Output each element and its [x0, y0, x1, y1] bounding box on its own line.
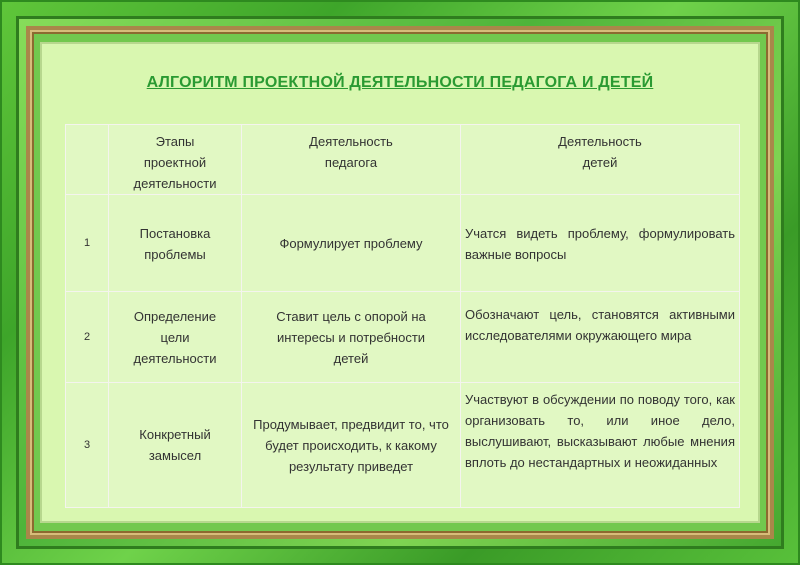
row-number: 2	[66, 292, 109, 383]
row-stage: Определение цели деятельности	[109, 292, 242, 383]
header-teacher: Деятельность педагога	[242, 125, 461, 195]
row-children: Участвуют в обсуждении по поводу того, как организовать то, или иное дело, выслушивают, высказывают любые мнения вплоть до нестандартных и неожиданных	[461, 383, 740, 508]
header-number	[66, 125, 109, 195]
row-number: 1	[66, 195, 109, 292]
row-stage: Конкретный замысел	[109, 383, 242, 508]
table-row	[66, 292, 740, 383]
table-header-row	[66, 125, 740, 195]
row-teacher: Формулирует проблему	[242, 195, 461, 292]
row-teacher: Продумывает, предвидит то, что будет происходить, к какому результату приведет	[242, 383, 461, 508]
slide-content	[40, 42, 760, 523]
row-teacher: Ставит цель с опорой на интересы и потребности детей	[242, 292, 461, 383]
header-stages: Этапы проектной деятельности	[109, 125, 242, 195]
table-row	[66, 383, 740, 508]
slide-title: АЛГОРИТМ ПРОЕКТНОЙ ДЕЯТЕЛЬНОСТИ ПЕДАГОГА И ДЕТЕЙ	[146, 74, 654, 91]
header-children: Деятельность детей	[461, 125, 740, 195]
row-number: 3	[66, 383, 109, 508]
row-children: Учатся видеть проблему, формулировать важные вопросы	[461, 195, 740, 292]
algorithm-table	[65, 124, 740, 508]
table-row	[66, 195, 740, 292]
row-children: Обозначают цель, становятся активными исследователями окружающего мира	[461, 292, 740, 383]
row-stage: Постановка проблемы	[109, 195, 242, 292]
